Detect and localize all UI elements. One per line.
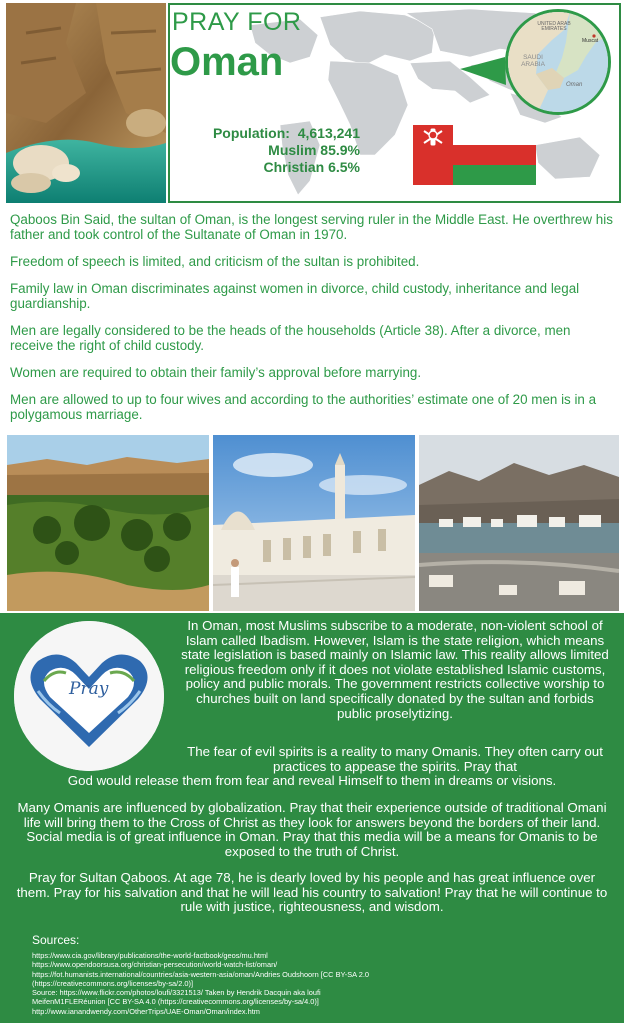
mosque-photo bbox=[213, 435, 415, 611]
stat-population: Population: 4,613,241 bbox=[212, 125, 360, 141]
source-link[interactable]: http://www.ianandwendy.com/OtherTrips/UAE-Oman/Oman/index.htm bbox=[32, 1006, 260, 1016]
source-link[interactable]: https://www.cia.gov/library/publications/the-world-factbook/geos/mu.html bbox=[32, 951, 268, 960]
evil-spirits-line-1: The fear of evil spirits is a reality to many Omanis. They often carry out practices to appease the spirits. Pray that bbox=[187, 744, 603, 774]
fact-households: Men are legally considered to be the heads of the households (Article 38). After a divorce, men receive the right of child custody. bbox=[10, 323, 571, 353]
evil-spirits-paragraph bbox=[12, 745, 612, 789]
sources-heading: Sources: bbox=[32, 933, 80, 947]
sultan-prayer-paragraph: Pray for Sultan Qaboos. At age 78, he is dearly loved by his people and has great influence over them. Pray for his salvation and that he will lead his country to salvation! Pray that he will continue to rule with justice, righteousness, and wisdom. bbox=[16, 870, 608, 915]
source-link[interactable]: (https://creativecommons.org/licenses/by-sa/2.0)] bbox=[32, 978, 194, 988]
photo-strip bbox=[0, 435, 624, 611]
muscat-harbour-photo bbox=[419, 435, 619, 611]
fact-marriage-approval: Women are required to obtain their family’s approval before marrying. bbox=[10, 365, 422, 380]
header bbox=[0, 0, 624, 205]
facts-list bbox=[10, 212, 616, 434]
fact-sultan: Qaboos Bin Said, the sultan of Oman, is the longest serving ruler in the Middle East. He overthrew his father and took control of the Sultanate of Oman in 1970. bbox=[10, 212, 613, 242]
fact-family-law: Family law in Oman discriminates against women in divorce, child custody, inheritance and legal guardianship. bbox=[10, 281, 580, 311]
pray-label: Pray bbox=[69, 679, 109, 699]
evil-spirits-line-2: God would release them from fear and reveal Himself to them in dreams or visions. bbox=[67, 773, 557, 789]
map-label-oman: Oman bbox=[566, 82, 583, 88]
sources-list bbox=[32, 951, 592, 1016]
fact-speech: Freedom of speech is limited, and criticism of the sultan is prohibited. bbox=[10, 254, 420, 269]
map-label-saudi: SAUDI ARABIA bbox=[521, 54, 545, 68]
map-zoom-circle bbox=[505, 9, 611, 115]
stat-christian: Christian 6.5% bbox=[263, 159, 360, 175]
source-link[interactable]: https://www.opendoorsusa.org/christian-persecution/world-watch-list/oman/ bbox=[32, 960, 278, 970]
globalization-paragraph: Many Omanis are influenced by globalization. Pray that their experience outside of traditional Omani life will bring them to the Cross of Christ as they look for answers beyond the borders of their land. Social media is of great influence in Oman. Pray that this media will be a means for Omanis to be exposed to the truth of Christ. bbox=[17, 800, 607, 859]
source-link[interactable]: MeifenM1FLERéunion [CC BY-SA 4.0 (https://creativecommons.org/licenses/by-sa/4.0)] bbox=[32, 997, 319, 1007]
map-label-muscat: Muscat bbox=[582, 38, 599, 44]
map-label-uae: UNITED ARAB EMIRATES bbox=[537, 21, 571, 32]
source-link[interactable]: Source: https://www.flickr.com/photos/loufi/3321513/ Taken by Hendrik Dacquin aka loufi bbox=[32, 988, 321, 998]
title-country-name: Oman bbox=[170, 40, 284, 84]
oman-flag bbox=[413, 125, 536, 185]
wadi-canyon-photo bbox=[6, 3, 166, 203]
title-pray-for: PRAY FOR bbox=[172, 8, 302, 36]
ibadism-paragraph: In Oman, most Muslims subscribe to a moderate, non-violent school of Islam called Ibadism. However, Islam is the state religion, which means state legislation is based mainly on Islamic law. This reality allows limited religious freedom only if it does not violate established Islamic customs, policy and public morals. The government restricts collective worship to churches built on land specifically donated by the sultan and forbids public proselytizing. bbox=[181, 618, 609, 721]
oasis-photo bbox=[7, 435, 209, 611]
prayer-section bbox=[0, 613, 624, 1023]
stat-muslim: Muslim 85.9% bbox=[268, 142, 360, 158]
fact-polygamy: Men are allowed to up to four wives and according to the authorities’ estimate one of 20 men is in a polygamous marriage. bbox=[10, 392, 597, 422]
population-stats bbox=[190, 125, 360, 176]
source-link[interactable]: https://fot.humanists.international/countries/asia-western-asia/oman/Andries Oudshoorn [CC BY-SA 2.0 bbox=[32, 969, 369, 979]
